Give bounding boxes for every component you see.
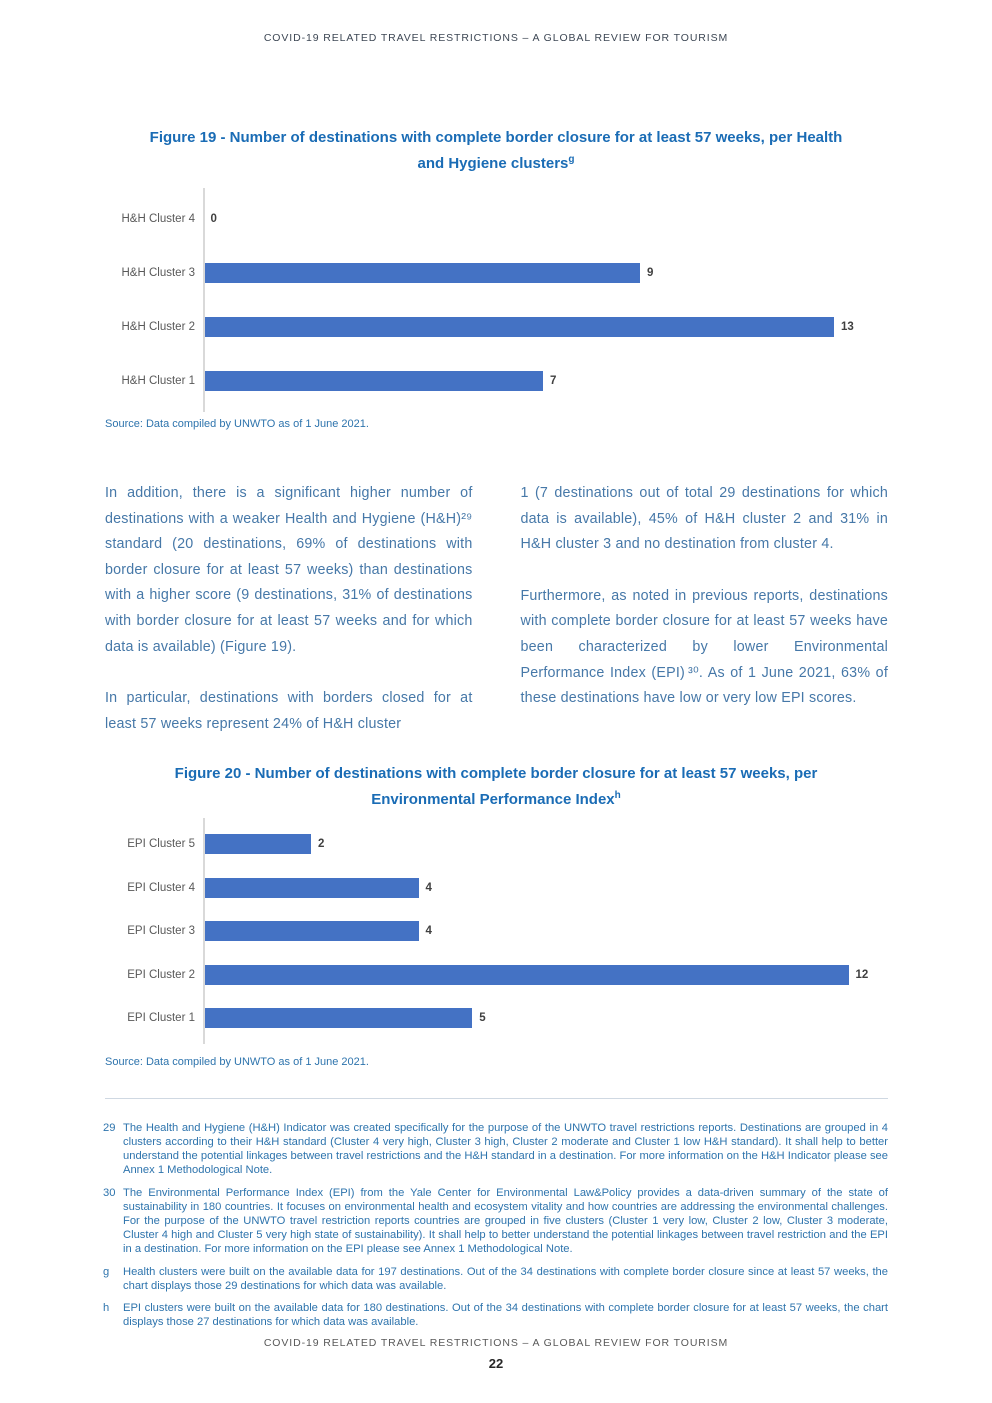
figure19-title [0, 127, 992, 174]
chart-row [103, 192, 888, 246]
paragraph: In particular, destinations with borders closed for at least 57 weeks represent 24% of H&H cluster [105, 690, 473, 732]
chart-row [103, 953, 888, 997]
footnote-text: Health clusters were built on the available data for 197 destinations. Out of the 34 destinations with complete border closure since at least 57 weeks, the chart displays those 29 destinations for which data was available. [123, 1265, 888, 1292]
chart-row [103, 354, 888, 408]
body-right-column [521, 481, 889, 737]
bar [204, 371, 544, 391]
value-label: 0 [210, 213, 217, 225]
bar [204, 921, 419, 941]
bar [204, 263, 641, 283]
category-label: H&H Cluster 2 [121, 321, 195, 333]
footnote-marker: 30 [103, 1186, 116, 1199]
footnote-divider [105, 1098, 888, 1099]
plot-area [204, 921, 889, 941]
figure20-bar-chart [103, 822, 888, 1040]
figure20-title [0, 763, 992, 810]
category-label: H&H Cluster 3 [121, 267, 195, 279]
footnote [103, 1301, 888, 1329]
footnote-text: The Environmental Performance Index (EPI) from the Yale Center for Environmental Law&Policy provides a data-driven summary of the state of sustainability in 180 countries. It focuses on environmental health and ecosystem vitality and how countries are addressing the environmental challenges. For the purpose of the UNWTO travel restriction reports countries are grouped in five clusters (Cluster 1 very low, Cluster 2 low, Cluster 3 moderate, Cluster 4 high and Cluster 5 very high state of sustainability). It shall help to better understand the potential linkages between travel restriction and the EPI in a destination. For more information on the EPI please see Annex 1 Methodological Note. [123, 1186, 888, 1256]
plot-area [204, 965, 889, 985]
footnote-text: EPI clusters were built on the available data for 180 destinations. Out of the 34 destinations with complete border closure for at least 57 weeks, the chart displays those 27 destinations for which data was available. [123, 1302, 888, 1329]
figure20-title-line2: Environmental Performance Index [371, 790, 615, 808]
footnote-marker: g [103, 1265, 110, 1278]
chart-row [103, 246, 888, 300]
category-label: EPI Cluster 1 [127, 1012, 195, 1025]
value-label: 12 [855, 968, 869, 981]
page-footer: COVID-19 RELATED TRAVEL RESTRICTIONS – A GLOBAL REVIEW FOR TOURISM [263, 1337, 729, 1349]
plot-area [204, 317, 889, 337]
figure19-title-line1: Figure 19 - Number of destinations with complete border closure for at least 57 weeks, per Health [149, 129, 843, 146]
page-header: COVID-19 RELATED TRAVEL RESTRICTIONS – A GLOBAL REVIEW FOR TOURISM [263, 32, 729, 44]
bar [204, 834, 312, 854]
plot-area [204, 209, 889, 229]
paragraph: In addition, there is a significant higher number of destinations with a weaker Health and Hygiene (H&H)²⁹ standard (20 destinations, 69% of destinations with border closure for at least 57 weeks) than destinations with a higher score (9 destinations, 31% of destinations with border closure for at least 57 weeks and for which data is available) (Figure 19). [105, 485, 473, 655]
value-label: 13 [841, 321, 854, 333]
figure20-title-line1: Figure 20 - Number of destinations with complete border closure for at least 57 weeks, per [174, 765, 818, 783]
figure19-bar-chart [103, 192, 888, 408]
plot-area [204, 834, 889, 854]
body-text [105, 481, 888, 737]
page-number: 22 [488, 1356, 504, 1371]
paragraph: Furthermore, as noted in previous reports, destinations with complete border closure for at least 57 weeks have been characterized by lower Environmental Performance Index (EPI) ³⁰. As of 1 June 2021, 63% of these destinations have low or very low EPI scores. [520, 587, 888, 707]
plot-area [204, 371, 889, 391]
category-label: EPI Cluster 2 [127, 968, 195, 981]
footnote [103, 1265, 888, 1293]
footnotes [103, 1121, 888, 1330]
value-label: 2 [318, 838, 325, 851]
chart-row [103, 909, 888, 953]
footnote-marker: 29 [103, 1121, 116, 1134]
chart-row [103, 996, 888, 1040]
category-label: H&H Cluster 1 [121, 375, 195, 387]
bar [204, 878, 419, 898]
footnote [103, 1186, 888, 1257]
bar [204, 317, 835, 337]
plot-area [204, 878, 889, 898]
chart-axis [203, 818, 205, 1044]
value-label: 4 [425, 881, 432, 894]
body-left-column [105, 481, 473, 737]
plot-area [204, 1008, 889, 1028]
figure20-source: Source: Data compiled by UNWTO as of 1 June 2021. [105, 1055, 369, 1068]
category-label: EPI Cluster 3 [127, 925, 195, 938]
category-label: H&H Cluster 4 [121, 213, 195, 225]
bar [204, 965, 849, 985]
footnote [103, 1121, 888, 1178]
bar [204, 1008, 473, 1028]
value-label: 7 [550, 375, 557, 387]
footnote-text: The Health and Hygiene (H&H) Indicator was created specifically for the purpose of the UNWTO travel restrictions reports. Destinations are grouped in 4 clusters according to their H&H standard (Cluster 4 very high, Cluster 3 high, Cluster 2 moderate and Cluster 1 low H&H standard). It shall help to better understand the potential linkages between travel restrictions and the H&H standard in a destination. For more information on the H&H Indicator please see Annex 1 Methodological Note. [123, 1121, 888, 1177]
value-label: 4 [425, 925, 432, 938]
paragraph: 1 (7 destinations out of total 29 destinations for which data is available), 45% of H&H cluster 2 and 31% in H&H cluster 3 and no destination from cluster 4. [520, 485, 888, 553]
figure19-title-line2: and Hygiene clusters [417, 154, 569, 172]
value-label: 9 [647, 267, 654, 279]
figure20-footnote-ref: h [614, 789, 621, 801]
category-label: EPI Cluster 5 [127, 838, 195, 851]
chart-axis [203, 188, 205, 412]
footnote-marker: h [103, 1302, 110, 1315]
plot-area [204, 263, 889, 283]
chart-row [103, 822, 888, 866]
figure19-footnote-ref: g [568, 153, 575, 165]
chart-row [103, 866, 888, 910]
value-label: 5 [479, 1012, 486, 1025]
figure19-source: Source: Data compiled by UNWTO as of 1 June 2021. [105, 418, 369, 430]
category-label: EPI Cluster 4 [127, 881, 195, 894]
chart-row [103, 300, 888, 354]
